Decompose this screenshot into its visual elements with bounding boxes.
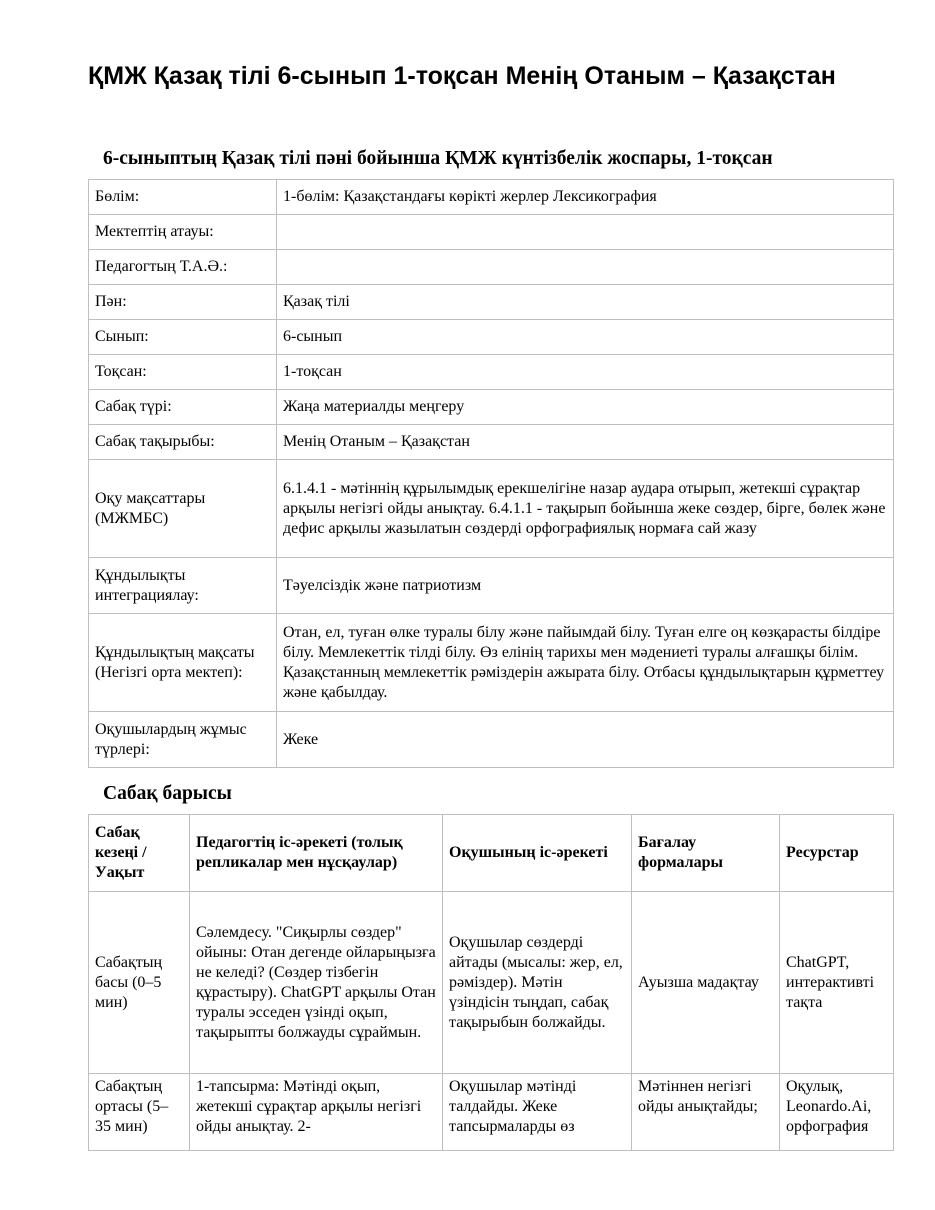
- lesson-cell: ChatGPT, интерактивті тақта: [780, 892, 894, 1074]
- column-header-resources: Ресурстар: [780, 815, 894, 892]
- info-value: Отан, ел, туған өлке туралы білу және пайымдай білу. Туған елге оң көзқарасты білдіре білу. Мемлекеттік тілді білу. Өз елінің тарихы мен мәдениеті туралы алғашқы білім. Қазақстанның мемлекеттік рәміздерін ажырата білу. Отбасы құндылықтарын құрметтеу және қабылдау.: [277, 614, 894, 712]
- lesson-cell: Ауызша мадақтау: [632, 892, 780, 1074]
- lesson-progress-heading: Сабақ барысы: [103, 783, 232, 804]
- info-label: Сынып:: [89, 320, 277, 355]
- table-row: [89, 1074, 894, 1151]
- info-value: Жеке: [277, 712, 894, 768]
- info-value: Жаңа материалды меңгеру: [277, 390, 894, 425]
- lesson-cell: Сабақтың ортасы (5–35 мин): [89, 1074, 190, 1151]
- table-row: [89, 215, 894, 250]
- table-row: [89, 285, 894, 320]
- plan-subtitle: 6-сыныптың Қазақ тілі пәні бойынша ҚМЖ күнтізбелік жоспары, 1-тоқсан: [103, 148, 773, 169]
- info-value: 1-бөлім: Қазақстандағы көрікті жерлер Лексикография: [277, 180, 894, 215]
- lesson-cell: Сабақтың басы (0–5 мин): [89, 892, 190, 1074]
- info-label: Бөлім:: [89, 180, 277, 215]
- column-header-assessment: Бағалау формалары: [632, 815, 780, 892]
- lesson-cell: Оқушылар сөздерді айтады (мысалы: жер, ел, рәміздер). Мәтін үзіндісін тыңдап, сабақ тақырыбын болжайды.: [443, 892, 632, 1074]
- info-value: Менің Отаным – Қазақстан: [277, 425, 894, 460]
- table-row: [89, 614, 894, 712]
- table-row: [89, 460, 894, 558]
- table-row: [89, 250, 894, 285]
- info-value: Тәуелсіздік және патриотизм: [277, 558, 894, 614]
- table-row: [89, 180, 894, 215]
- info-label: Сабақ тақырыбы:: [89, 425, 277, 460]
- info-value: [277, 215, 894, 250]
- info-label: Құндылықтың мақсаты (Негізгі орта мектеп):: [89, 614, 277, 712]
- table-header-row: [89, 815, 894, 892]
- lesson-cell: Оқулық, Leonardo.Ai, орфография: [780, 1074, 894, 1151]
- info-value: Қазақ тілі: [277, 285, 894, 320]
- lesson-info-table: [88, 179, 894, 768]
- info-value: [277, 250, 894, 285]
- table-row: [89, 355, 894, 390]
- info-label: Тоқсан:: [89, 355, 277, 390]
- info-label: Сабақ түрі:: [89, 390, 277, 425]
- table-row: [89, 425, 894, 460]
- lesson-progress-table: [88, 814, 894, 1151]
- table-row: [89, 320, 894, 355]
- lesson-cell: 1-тапсырма: Мәтінді оқып, жетекші сұрақтар арқылы негізгі ойды анықтау. 2-: [190, 1074, 443, 1151]
- lesson-cell: Оқушылар мәтінді талдайды. Жеке тапсырмаларды өз: [443, 1074, 632, 1151]
- column-header-stage: Сабақ кезеңі / Уақыт: [89, 815, 190, 892]
- info-value: 6.1.4.1 - мәтіннің құрылымдық ерекшелігіне назар аудара отырып, жетекші сұрақтар арқылы негізгі ойды анықтау. 6.4.1.1 - тақырып бойынша жеке сөздер, бірге, бөлек және дефис арқылы жазылатын сөздерді орфографиялық нормаға сай жазу: [277, 460, 894, 558]
- column-header-student: Оқушының іс-әрекеті: [443, 815, 632, 892]
- table-row: [89, 390, 894, 425]
- info-label: Мектептің атауы:: [89, 215, 277, 250]
- table-row: [89, 712, 894, 768]
- info-label: Пән:: [89, 285, 277, 320]
- lesson-cell: Сәлемдесу. "Сиқырлы сөздер" ойыны: Отан дегенде ойларыңызға не келеді? (Сөздер тізбегін құрастыру). ChatGPT арқылы Отан туралы эсседен үзінді оқып, тақырыпты болжауды сұраймын.: [190, 892, 443, 1074]
- table-row: [89, 558, 894, 614]
- info-label: Құндылықты интеграциялау:: [89, 558, 277, 614]
- lesson-cell: Мәтіннен негізгі ойды анықтайды;: [632, 1074, 780, 1151]
- column-header-teacher: Педагогтің іс-әрекеті (толық репликалар мен нұсқаулар): [190, 815, 443, 892]
- info-label: Оқушылардың жұмыс түрлері:: [89, 712, 277, 768]
- table-row: [89, 892, 894, 1074]
- info-value: 1-тоқсан: [277, 355, 894, 390]
- info-value: 6-сынып: [277, 320, 894, 355]
- document-title: ҚМЖ Қазақ тілі 6-сынып 1-тоқсан Менің Отаным – Қазақстан: [88, 62, 836, 90]
- info-label: Педагогтың Т.А.Ә.:: [89, 250, 277, 285]
- info-label: Оқу мақсаттары (МЖМБС): [89, 460, 277, 558]
